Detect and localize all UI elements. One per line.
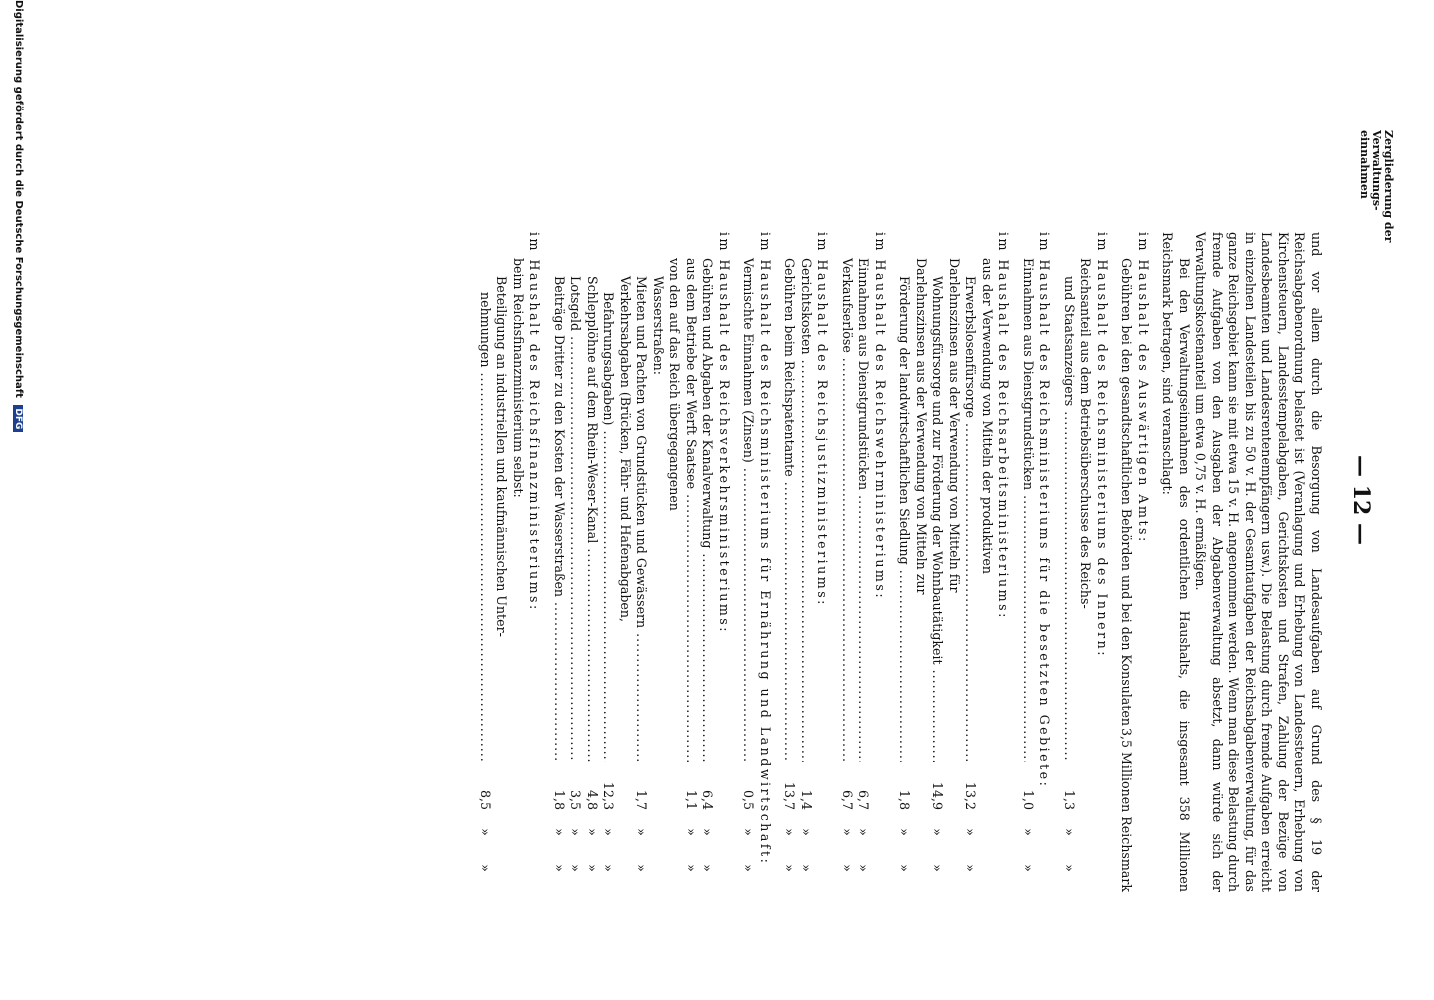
unit-ditto-mark: »	[585, 864, 600, 872]
section-header: im Haushalt des Reichsjustizministeriums:	[815, 232, 831, 607]
item-label: Darlehnszinsen aus der Verwendung von Mitteln für	[947, 258, 962, 593]
unit-ditto-mark: »	[552, 864, 567, 872]
unit-ditto-mark: »	[1021, 864, 1036, 872]
item-value: 6,7	[856, 789, 872, 810]
item-label: Gebühren beim Reichspatentamte .....	[781, 232, 798, 762]
item-value: 1,8	[897, 789, 913, 810]
unit-ditto-mark: »	[963, 828, 979, 836]
section-header: im Haushalt des Reichsarbeitsministeriums:	[996, 232, 1012, 620]
item-value: 1,3	[1062, 789, 1077, 810]
unit-ditto-mark: »	[634, 828, 650, 836]
page-number: — 12 —	[1348, 455, 1374, 545]
item-label: Reichsanteil aus dem Betriebsüberschusse des Reichs-	[1078, 258, 1094, 609]
unit-ditto-mark: »	[684, 864, 699, 872]
unit-ditto-mark: »	[930, 864, 946, 872]
unit-ditto-mark: »	[478, 864, 493, 872]
item-label-continued: und Staatsanzeigers .....	[1061, 232, 1078, 762]
unit-ditto-mark: »	[568, 828, 584, 836]
revenue-item	[1061, 232, 1078, 892]
section-header: im Haushalt des Reichsministeriums für die besetzten Gebiete:	[1037, 232, 1053, 789]
section-header: im Haushalt des Reichsministeriums für Ernährung und Landwirtschaft:	[758, 232, 773, 866]
item-label: Verkaufserlöse .....	[839, 232, 856, 762]
revenue-item	[584, 232, 601, 892]
revenue-intro-paragraph: Bei den Verwaltungseinnahmen des ordentlichen Haushalts, die insgesamt 358 Millionen Reichsmark betragen, sind veranschlagt:	[1160, 232, 1192, 892]
item-label-continued: Förderung der landwirtschaftlichen Siedlung .....	[896, 232, 913, 762]
unit-ditto-mark: »	[856, 828, 872, 836]
unit-ditto-mark: »	[684, 828, 699, 836]
item-value: 1,4	[799, 789, 814, 810]
unit-ditto-mark: »	[1062, 864, 1077, 872]
item-value: 4,8	[585, 789, 600, 810]
item-value: 6,7	[840, 789, 855, 810]
item-label: aus der Verwendung von Mitteln der produktiven	[980, 258, 995, 574]
unit-ditto-mark: »	[799, 864, 814, 872]
item-value: 13,7	[782, 781, 798, 810]
item-label: Gerichtskosten .....	[798, 232, 815, 762]
unit-ditto-mark: »	[568, 864, 584, 872]
item-label: aus dem Betriebe der Werft Saatsee .....	[683, 232, 700, 762]
intro-paragraph: und vor allem durch die Besorgung von Landesaufgaben auf Grund des § 19 der Reichsabgabenordnung belastet ist (Veranlagung und Erhebung von Landessteuern, Erhebung von Kirchensteuern, Landesstempelabgaben, Gerichtskosten und Strafen, Zahlung der Bezüge von Landesbeamten und Landesrentenempfängern usw.). Die Belastung durch fremde Aufgaben erreicht in einzelnen Landesteilen bis zu 50 v. H. der Gesamtaufgaben der Reichsabgabenverwaltung, für das ganze Reichsgebiet kann sie mit etwa 15 v. H. angenommen werden. Wenn man diese Belastung durch fremde Aufgaben von den Ausgaben der Abgabenverwaltung absetzt, dann würde sich der Verwaltungskostenanteil um etwa 0,75 v. H. ermäßigen.	[1193, 232, 1324, 892]
dfg-logo: DFG	[13, 405, 23, 432]
item-label: beim Reichsfinanzministerium selbst:	[511, 258, 526, 498]
item-value: 1,8	[552, 789, 567, 810]
item-value: 1,7	[634, 789, 650, 810]
footer-text: Digitalisierung gefördert durch die Deutsche Forschungsgemeinschaft	[13, 0, 24, 398]
revenue-item	[477, 232, 494, 892]
unit-ditto-mark: »	[799, 828, 814, 836]
item-value: 0,5	[741, 789, 757, 810]
revenue-sections	[477, 232, 1152, 892]
item-value: 1,1	[684, 789, 699, 810]
item-value: 13,2	[963, 781, 979, 810]
item-value: 12,3	[601, 781, 617, 810]
item-value: 1,0	[1021, 789, 1036, 810]
revenue-item	[929, 232, 946, 892]
unit-ditto-mark: »	[963, 864, 979, 872]
page-body	[477, 232, 1325, 892]
revenue-item	[683, 232, 700, 892]
revenue-item	[962, 232, 979, 892]
unit-ditto-mark: »	[700, 828, 716, 836]
unit-ditto-mark: »	[840, 828, 855, 836]
item-label: Schlepplöhne auf dem Rhein-Weser-Kanal .....	[584, 232, 601, 762]
unit-ditto-mark: »	[601, 864, 617, 872]
margin-note-line: Verwaltungs-	[1370, 130, 1383, 211]
revenue-item	[633, 232, 650, 892]
item-label: Darlehnszinsen aus der Verwendung von Mitteln zur	[914, 258, 929, 595]
unit-ditto-mark: »	[782, 864, 798, 872]
item-label-continued: Wasserstraßen:	[651, 276, 666, 376]
margin-note-line: einnahmen	[1358, 130, 1371, 199]
item-value: 3,5 Millionen Reichsmark	[1119, 728, 1135, 892]
revenue-item	[567, 232, 584, 892]
item-label: Einnahmen aus Dienstgrundstücken .....	[855, 232, 872, 762]
item-label-continued: Wohnungsfürsorge und zur Förderung der Wohnbautätigkeit .....	[929, 232, 946, 762]
unit-ditto-mark: »	[585, 828, 600, 836]
unit-ditto-mark: »	[634, 864, 650, 872]
unit-ditto-mark: »	[897, 828, 913, 836]
revenue-item	[798, 232, 815, 892]
unit-ditto-mark: »	[552, 828, 567, 836]
item-label: von den auf das Reich übergegangenen	[667, 258, 683, 511]
item-label: Gebühren bei den gesandtschaftlichen Behörden und bei den Konsulaten	[1119, 258, 1135, 726]
unit-ditto-mark: »	[840, 864, 855, 872]
item-label-continued: nehmungen .....	[477, 232, 494, 762]
item-label: Vermischte Einnahmen (Zinsen) .....	[740, 232, 757, 762]
item-value: 8,5	[478, 789, 493, 810]
item-label: Gebühren und Abgaben der Kanalverwaltung .....	[699, 232, 716, 762]
revenue-item	[551, 232, 568, 892]
margin-note-line: Zergliederung der	[1382, 130, 1395, 243]
unit-ditto-mark: »	[897, 864, 913, 872]
revenue-item	[699, 232, 716, 892]
item-value: 14,9	[930, 781, 946, 810]
revenue-item	[781, 232, 798, 892]
revenue-item	[600, 232, 617, 892]
section-header: im Haushalt des Auswärtigen Amts:	[1136, 232, 1151, 544]
item-label: Mieten und Pachten von Grundstücken und Gewässern .....	[633, 232, 650, 762]
unit-ditto-mark: »	[930, 828, 946, 836]
unit-ditto-mark: »	[782, 828, 798, 836]
item-label: Verkehrsabgaben (Brücken, Fähr- und Hafenabgaben,	[618, 276, 633, 622]
revenue-item	[896, 232, 913, 892]
item-value: 6,4	[700, 789, 716, 810]
revenue-item	[1020, 232, 1037, 892]
section-header: im Haushalt des Reichsministeriums des Innern:	[1095, 232, 1110, 658]
unit-ditto-mark: »	[601, 828, 617, 836]
section-header: im Haushalt des Reichsfinanzministeriums:	[527, 232, 543, 612]
item-label: Einnahmen aus Dienstgrundstücken .....	[1020, 232, 1037, 762]
revenue-item	[1118, 232, 1135, 892]
unit-ditto-mark: »	[741, 864, 757, 872]
unit-ditto-mark: »	[741, 828, 757, 836]
item-label-continued: Erwerbslosenfürsorge .....	[962, 232, 979, 762]
item-value: 3,5	[568, 789, 584, 810]
revenue-item	[740, 232, 757, 892]
revenue-item	[855, 232, 872, 892]
section-header: im Haushalt des Reichsverkehrsministeriums:	[717, 232, 732, 634]
unit-ditto-mark: »	[700, 864, 716, 872]
unit-ditto-mark: »	[856, 864, 872, 872]
unit-ditto-mark: »	[1021, 828, 1036, 836]
item-label: Beiträge Dritter zu den Kosten der Wasserstraßen .....	[551, 232, 568, 762]
revenue-item	[839, 232, 856, 892]
section-header: im Haushalt des Reichswehrministeriums:	[873, 232, 888, 601]
margin-note	[1358, 130, 1395, 243]
item-label: Beteiligung an industriellen und kaufmännischen Unter-	[494, 276, 510, 637]
item-label: Lotsgeld .....	[567, 232, 584, 762]
unit-ditto-mark: »	[478, 828, 493, 836]
unit-ditto-mark: »	[1062, 828, 1077, 836]
item-label-continued: Befahrungsabgaben) .....	[600, 232, 617, 762]
digitization-footer	[13, 0, 24, 1000]
